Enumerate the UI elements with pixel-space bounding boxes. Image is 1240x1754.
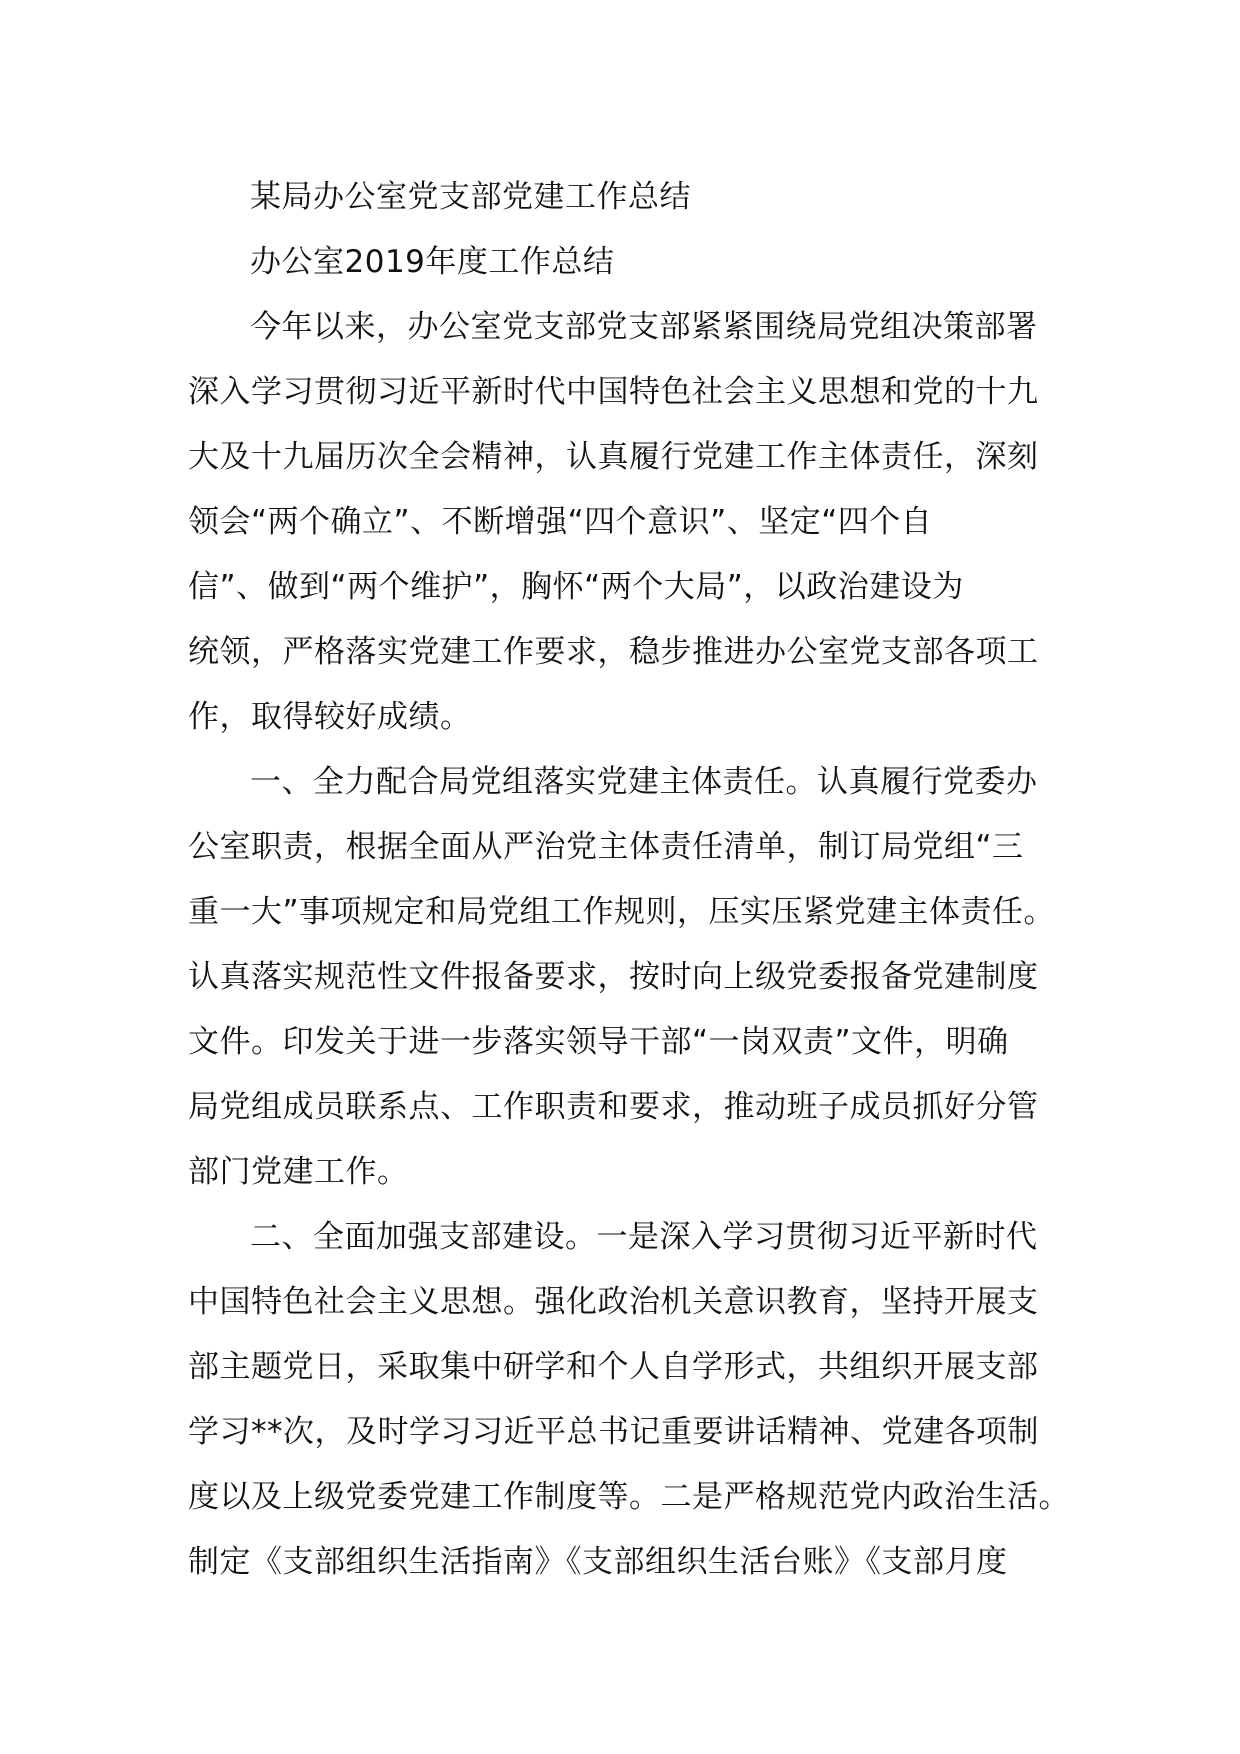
paragraph-section-one-line: 重一大”事项规定和局党组工作规则，压实压紧党建主体责任。 (188, 894, 1056, 930)
paragraph-section-one-line: 局党组成员联系点、工作职责和要求，推动班子成员抓好分管 (188, 1089, 1039, 1125)
paragraph-section-two-line: 部主题党日，采取集中研学和个人自学形式，共组织开展支部 (188, 1349, 1039, 1385)
paragraph-section-two-line: 制定《支部组织生活指南》《支部组织生活台账》《支部月度 (188, 1544, 1008, 1580)
paragraph-section-two-line: 度以及上级党委党建工作制度等。二是严格规范党内政治生活。 (188, 1479, 1070, 1515)
paragraph-intro-line: 领会“两个确立”、不断增强“四个意识”、坚定“四个自 (188, 504, 933, 540)
paragraph-intro-line: 信”、做到“两个维护”，胸怀“两个大局”，以政治建设为 (188, 569, 964, 605)
document-body (188, 165, 1070, 1595)
paragraph-intro-line: 作，取得较好成绩。 (188, 699, 472, 735)
paragraph-section-one-line: 一、全力配合局党组落实党建主体责任。认真履行党委办 (250, 764, 1038, 800)
paragraph-section-two-line: 学习**次，及时学习习近平总书记重要讲话精神、党建各项制 (188, 1414, 1039, 1450)
paragraph-intro-line: 深入学习贯彻习近平新时代中国特色社会主义思想和党的十九 (188, 374, 1039, 410)
paragraph-section-two-line: 二、全面加强支部建设。一是深入学习贯彻习近平新时代 (250, 1219, 1038, 1255)
paragraph-section-one-line: 文件。印发关于进一步落实领导干部“一岗双责”文件，明确 (188, 1024, 1009, 1060)
paragraph-section-one-line: 公室职责，根据全面从严治党主体责任清单，制订局党组“三 (188, 829, 1024, 865)
paragraph-intro-line: 统领，严格落实党建工作要求，稳步推进办公室党支部各项工 (188, 634, 1039, 670)
paragraph-section-one-line: 认真落实规范性文件报备要求，按时向上级党委报备党建制度 (188, 959, 1039, 995)
paragraph-intro-line: 大及十九届历次全会精神，认真履行党建工作主体责任，深刻 (188, 439, 1039, 475)
paragraph-section-one-line: 部门党建工作。 (188, 1154, 409, 1190)
document-subtitle: 办公室2019年度工作总结 (250, 244, 615, 280)
document-title: 某局办公室党支部党建工作总结 (250, 179, 691, 215)
paragraph-intro-line: 今年以来，办公室党支部党支部紧紧围绕局党组决策部署 (250, 309, 1038, 345)
paragraph-section-two-line: 中国特色社会主义思想。强化政治机关意识教育，坚持开展支 (188, 1284, 1039, 1320)
